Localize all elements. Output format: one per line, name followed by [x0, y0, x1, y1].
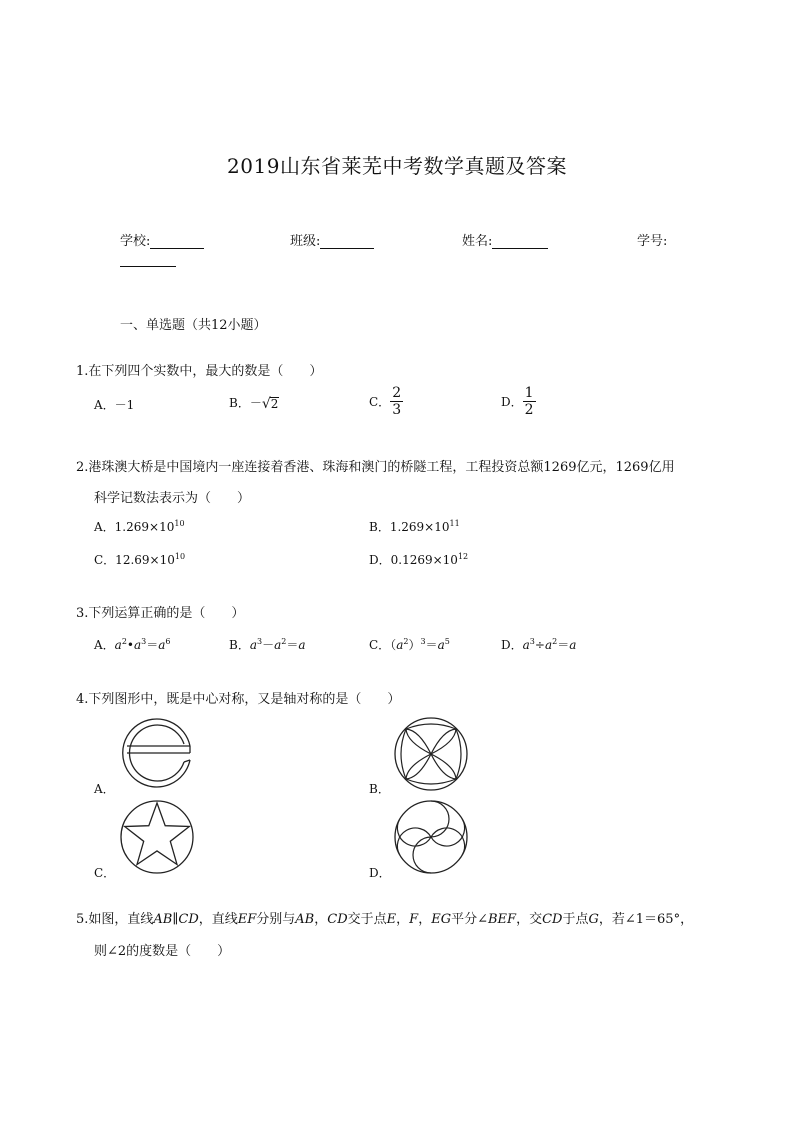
- figure-a-e-shape: [118, 716, 194, 792]
- name-blank: [492, 234, 548, 249]
- question-4-option-d: D．: [369, 866, 391, 880]
- question-2-stem-line-1: 2.港珠澳大桥是中国境内一座连接着香港、珠海和澳门的桥隧工程，工程投资总额1269亿元，1269亿用: [76, 460, 675, 475]
- question-1-option-a: A．－1: [94, 398, 135, 412]
- question-3-option-d: D．$a^3\div a^2=a$: [501, 637, 577, 652]
- class-blank: [320, 234, 374, 249]
- question-4-option-b: B．: [369, 782, 390, 796]
- student-id-blank: [120, 252, 176, 267]
- question-3-option-a: A．$a^2•a^3=a^6$: [94, 637, 171, 652]
- page-title: 2019山东省莱芜中考数学真题及答案: [227, 154, 567, 178]
- question-2-option-a: A．$1.269\times 10^{10}$: [94, 519, 185, 534]
- question-3-option-c: C．$(a^2)^3=a^5$: [369, 637, 450, 652]
- name-field: [462, 230, 548, 249]
- question-3-stem: 3.下列运算正确的是（ ）: [76, 606, 245, 621]
- question-5-stem-line-2: 则∠2的度数是（ ）: [94, 944, 231, 959]
- section-heading: 一、单选题（共12小题）: [120, 318, 267, 333]
- question-2-option-b: B．$1.269\times 10^{11}$: [369, 519, 460, 534]
- question-4-option-a: A．: [94, 782, 115, 796]
- question-1-option-c: C． $\frac{2}{3}$: [369, 385, 402, 418]
- question-3-option-b: B．$a^3-a^2=a$: [229, 637, 306, 652]
- figure-d-swirl-circle: [392, 798, 470, 876]
- question-2-stem-line-2: 科学记数法表示为（ ）: [94, 491, 251, 506]
- question-4-stem: 4.下列图形中，既是中心对称，又是轴对称的是（ ）: [76, 692, 401, 707]
- radicand: 2: [270, 396, 279, 411]
- question-1-option-b: B．－√2: [229, 395, 279, 412]
- question-4-option-c: C．: [94, 866, 116, 880]
- school-blank: [150, 234, 204, 249]
- question-2-option-c: C．$12.69\times 10^{10}$: [94, 552, 186, 567]
- class-label: 班级:: [290, 234, 321, 249]
- school-label: 学校:: [120, 234, 151, 249]
- question-5-stem-line-1: 5.如图，直线AB∥CD，直线EF分别与AB，CD交于点E，F，EG平分∠BEF，交CD于点G，若∠1＝65°，: [76, 912, 694, 927]
- student-id-label: 学号:: [637, 234, 668, 249]
- student-id-field: [637, 230, 667, 249]
- figure-c-star-circle: [118, 798, 196, 876]
- school-field: [120, 230, 204, 249]
- figure-b-petal-circle: [392, 715, 470, 793]
- question-1-stem: 1.在下列四个实数中，最大的数是（ ）: [76, 364, 323, 379]
- question-2-option-d: D．$0.1269\times 10^{12}$: [369, 552, 469, 567]
- name-label: 姓名:: [462, 234, 493, 249]
- question-1-option-d: D． $\frac{1}{2}$: [501, 385, 534, 418]
- class-field: [290, 230, 374, 249]
